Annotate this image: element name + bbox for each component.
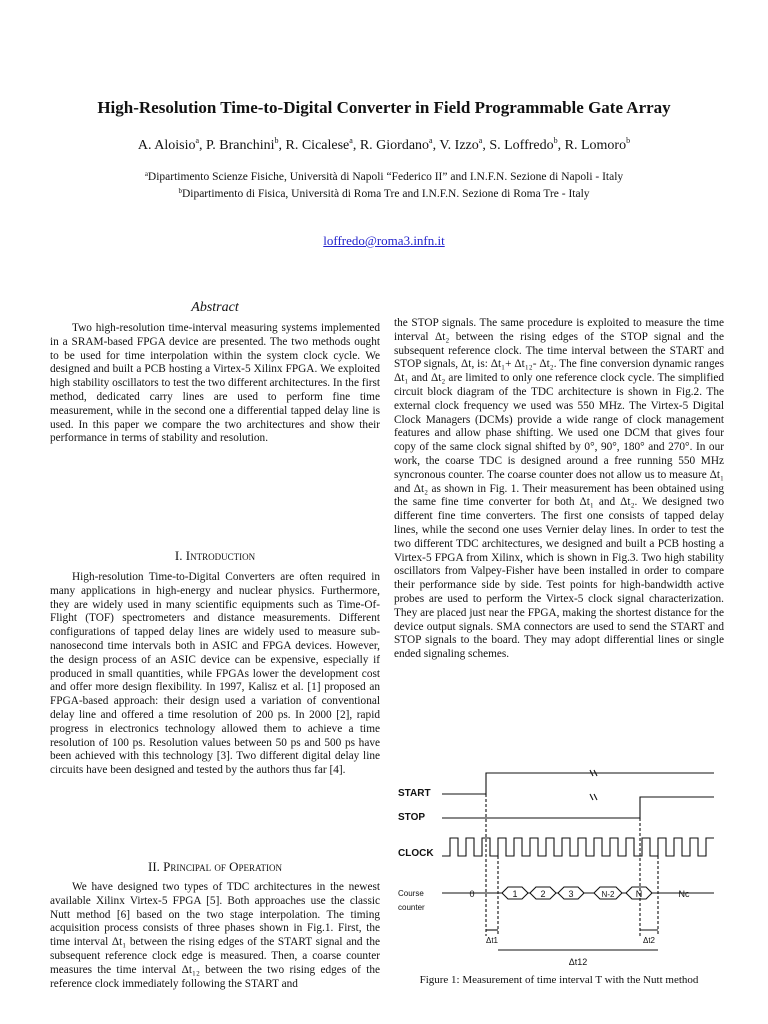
author: S. Loffredo	[489, 138, 554, 153]
introduction-body: High-resolution Time-to-Digital Converters are often required in many applications in high-energy and nuclear physics. Furthermore, they are widely used in many scientific equipments such as Time-Of-Flight (TOF) spectrometers and distance measurements. Different configurations of tapped delay lines are widely used to measure sub-nanosecond time intervals both in ASIC and FPGA devices. However, the design process of an ASIC device can be expensive, especially if produced in small quantities, while FPGAs lower the development cost and offer more design flexibility. In 1997, Kalisz et al. [1] proposed an FPGA-based approach: their design used a variation of conventional delay line and offered a time resolution of 200 ps. In 2000 [2], rapid progress in electronics technology allowed them to achieve a time resolution of 100 ps. Resolution values between 50 ps and 500 ps have been achieved with this technology [3]. Two different digital delay line circuits have been designed and tested by the authors thus far [4].	[50, 571, 380, 777]
counter-value: 3	[568, 889, 574, 899]
counter-value: Nc	[678, 889, 690, 899]
clock-waveform	[442, 838, 714, 856]
abstract-body: Two high-resolution time-interval measuring systems implemented in a SRAM-based FPGA device are presented. The two methods ought to be used for time interpolation within the system clock cycle. We designed and built a PCB hosting a Virtex-5 Xilinx FPGA. We exploited high stability oscillators to test the two different architectures. In the first method, dedicated carry lines are used to perform fine time measurement, while in the second one a differential tapped delay line is used. In this paper we compare the two architectures and show their performance in terms of stability and resolution.	[50, 322, 380, 445]
timing-diagram	[394, 760, 724, 970]
clock-label: CLOCK	[398, 848, 434, 859]
counter-value: 2	[540, 889, 546, 899]
course-label: Course	[398, 889, 424, 898]
section-heading-introduction: I. Introduction	[174, 548, 256, 563]
email-link[interactable]: loffredo@roma3.infn.it	[323, 233, 445, 248]
counter-value: N	[635, 889, 643, 899]
paper-title: High-Resolution Time-to-Digital Converter in Field Programmable Gate Array	[97, 98, 671, 117]
author: V. Izzo	[439, 138, 479, 153]
figure-caption: Figure 1: Measurement of time interval T with the Nutt method	[419, 974, 699, 986]
dt1-label: Δt1	[485, 936, 499, 945]
author: A. Aloisio	[137, 138, 196, 153]
stop-label: STOP	[398, 812, 426, 823]
author: P. Branchini	[206, 138, 275, 153]
principal-body: We have designed two types of TDC architectures in the newest available Xilinx Virtex-5 FPGA [5]. Both approaches use the classic Nutt method [6] based on the two stage interpolation. The timing acquisition process consists of three phases shown in Fig.1. First, the time interval Δt₁ between the rising edges of the START signal and the subsequent reference clock edge is measured. Then, a coarse counter measures the time interval Δt₁₂ between the two rising edges of the reference clock immediately following the START and	[50, 881, 380, 990]
counter-label: counter	[398, 903, 425, 912]
abstract-heading: Abstract	[191, 300, 239, 315]
counter-value: 1	[512, 889, 518, 899]
counter-bus-upper	[442, 887, 714, 893]
stop-break-mark	[590, 794, 597, 800]
dt12-label: Δt12	[568, 957, 588, 967]
counter-value: 0	[469, 889, 475, 899]
section-heading-principal: II. Principal of Operation	[148, 859, 282, 874]
affiliation-b: $^b$Dipartimento di Fisica, Università di Roma Tre and I.N.F.N. Sezione di Roma Tre - Italy	[178, 187, 590, 200]
counter-value: N-2	[601, 890, 615, 899]
start-waveform	[442, 773, 714, 794]
counter-bus-lower	[442, 893, 714, 899]
author-list: A. Aloisio$^a$, P. Branchini$^b$, R. Cicalese$^a$, R. Giordano$^a$, V. Izzo$^a$, S. Loffredo$^b$, R. Lomoro$^b$	[137, 136, 631, 153]
author: R. Cicalese	[285, 138, 350, 153]
start-label: START	[398, 788, 431, 799]
stop-waveform	[442, 797, 714, 818]
author: R. Giordano	[359, 138, 430, 153]
dt2-label: Δt2	[642, 936, 656, 945]
author: R. Lomoro	[564, 138, 627, 153]
affiliation-a: $^a$Dipartimento Scienze Fisiche, Università di Napoli “Federico II” and I.N.F.N. Sezione di Napoli - Italy	[144, 170, 624, 183]
right-column-body: the STOP signals. The same procedure is exploited to measure the time interval Δt₂ between the rising edges of the STOP signal and the subsequent reference clock. The time interval between the START and STOP signals, Δt, is: Δt₁+ Δt₁₂- Δt₂. The fine conversion dynamic ranges Δt₁ and Δt₂ are limited to only one reference clock cycle. The simplified circuit block diagram of the TDC architecture is shown in Fig.2. The external clock frequency we used was 550 MHz. The Virtex-5 Digital Clock Managers (DCMs) provide a wide range of clock management features and allow phase shifting. We used one DCM that gives four copy of the same clock signal shifted by 0°, 90°, 180° and 270°. In our work, the coarse TDC is designed around a free running 550 MHz syncronous counter. The coarse counter does not allow us to measure Δt₁ and Δt₂ as shown in Fig. 1. Their measurement has been obtained using the same fine time converter for both Δt₁ and Δt₂. We designed two different fine time converters. The first one consists of tapped delay lines, while the second one uses Vernier delay lines. In order to test the two different TDC architectures, we designed and built a PCB hosting a Virtex-5 FPGA from Xilinx, which is shown in Fig.3. Two high stability oscillators from Valpey-Fisher have been installed in order to compare their performance side by side. Test points for high-bandwidth active probes are used to perform the Virtex-5 clock signal characterization. They are placed just near the FPGA, making the shortest distance for the device output signals. SMA connectors are used to send the START and STOP signals to the board. They may adopt differential lines or single ended signaling schemes.	[394, 317, 724, 661]
